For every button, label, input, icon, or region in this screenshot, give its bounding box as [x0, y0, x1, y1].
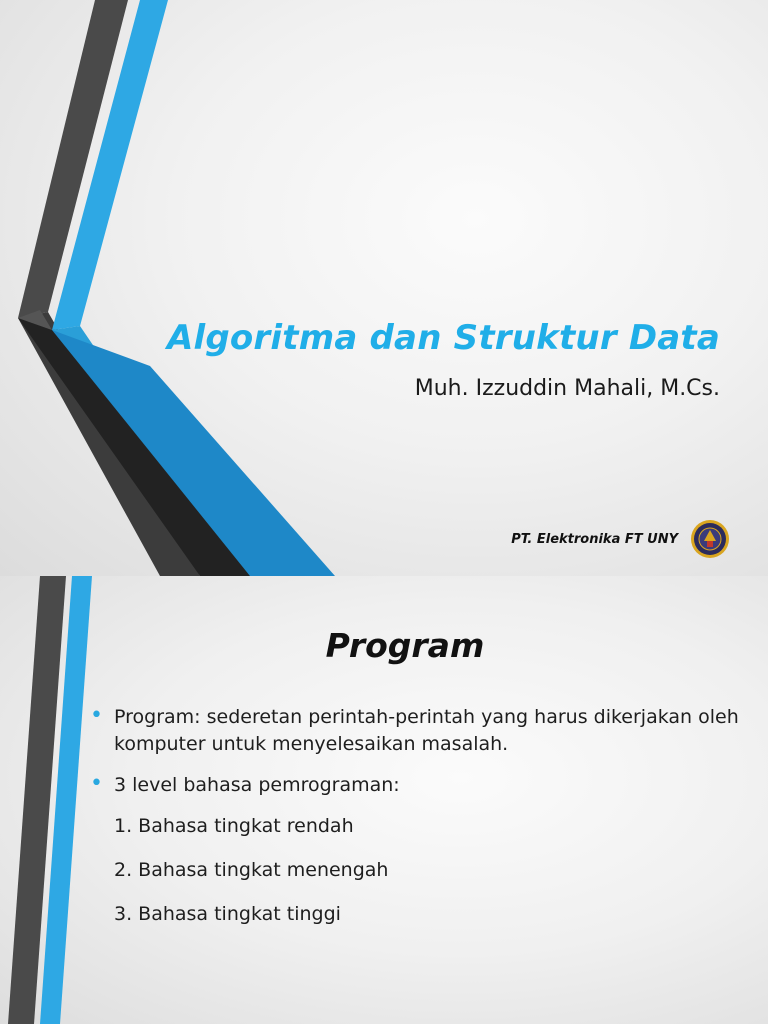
footer-institution: PT. Elektronika FT UNY	[511, 532, 678, 547]
level-item: 2. Bahasa tingkat menengah	[114, 859, 389, 881]
bullet-item	[90, 772, 750, 799]
author-name: Muh. Izzuddin Mahali, M.Cs.	[414, 376, 720, 401]
bullet-item	[90, 704, 750, 758]
slide-title: Program	[325, 626, 485, 665]
university-seal-icon	[690, 519, 730, 559]
presentation-title: Algoritma dan Struktur Data	[166, 318, 720, 358]
bullet-dot-icon: •	[90, 771, 103, 796]
content-slide	[0, 576, 768, 1024]
bullet-text: 3 level bahasa pemrograman:	[114, 774, 400, 796]
bullet-dot-icon: •	[90, 703, 103, 728]
slide-content	[90, 704, 750, 945]
level-item: 1. Bahasa tingkat rendah	[114, 815, 354, 837]
bullet-text: Program: sederetan perintah-perintah yang harus dikerjakan oleh komputer untuk menyelesaikan masalah.	[114, 706, 739, 755]
level-item: 3. Bahasa tingkat tinggi	[114, 903, 341, 925]
